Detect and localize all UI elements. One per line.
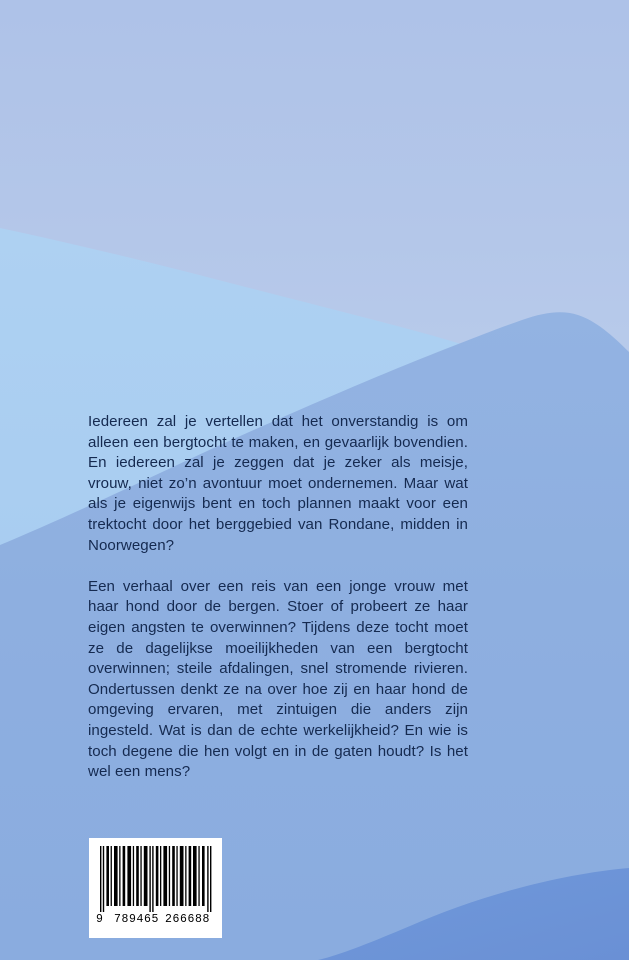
back-cover-blurb [88, 412, 468, 783]
barcode-bars-icon [100, 846, 212, 912]
blurb-paragraph-1: Iedereen zal je vertellen dat het onverstandig is om alleen een bergtocht te maken, en gevaarlijk bovendien. En iedereen zal je zeggen dat je zeker als meisje, vrouw, niet zo’n avontuur moet ondernemen. Maar wat als je eigenwijs bent en toch plannen maakt voor een trektocht door het berggebied van Rondane, midden in Noorwegen? [88, 413, 468, 554]
isbn-barcode [89, 838, 222, 938]
blurb-paragraph-2: Een verhaal over een reis van een jonge vrouw met haar hond door de bergen. Stoer of probeert ze haar eigen angsten te overwinnen? Tijdens deze tocht moet ze de dagelijkse moeilijkheden van een bergtocht overwinnen; steile afdalingen, snel stromende rivieren. Ondertussen denkt ze na over hoe zij en haar hond de omgeving ervaren, met zintuigen die anders zijn ingesteld. Wat is dan de echte werkelijkheid? En wie is toch degene die hen volgt en in de gaten houdt? Is het wel een mens? [88, 577, 468, 781]
barcode-right-group: 266688 [164, 913, 210, 926]
barcode-number [96, 913, 215, 926]
barcode-left-group: 789465 [113, 913, 159, 926]
barcode-lead-digit: 9 [96, 913, 104, 926]
